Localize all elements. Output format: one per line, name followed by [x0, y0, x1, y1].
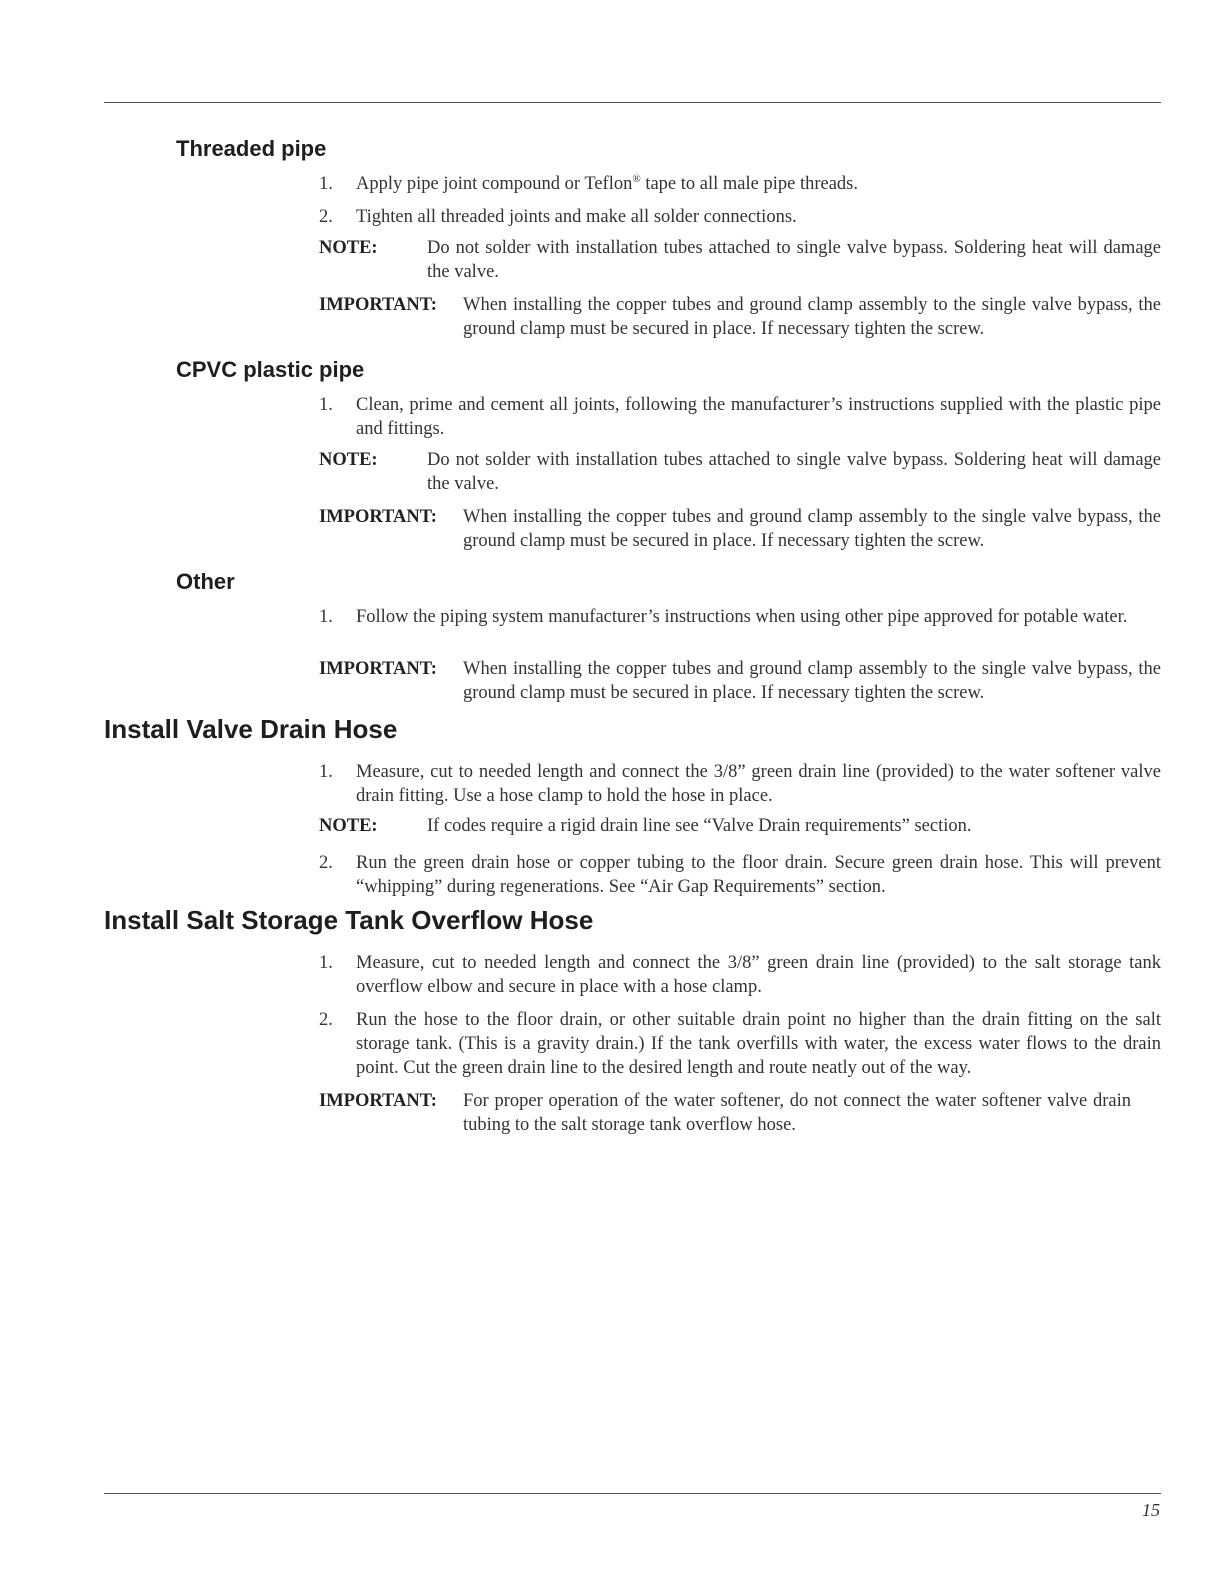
note-text: Do not solder with installation tubes attached to single valve bypass. Soldering heat will damage the valve.	[427, 238, 1161, 282]
list-number: 1.	[319, 395, 333, 415]
list-number: 2.	[319, 853, 333, 873]
important-block	[319, 657, 1161, 705]
note-label: NOTE:	[319, 816, 378, 836]
header-rule	[104, 102, 1161, 103]
important-label: IMPORTANT:	[319, 295, 437, 315]
footer-rule	[104, 1493, 1161, 1494]
note-text: Do not solder with installation tubes attached to single valve bypass. Soldering heat will damage the valve.	[427, 450, 1161, 494]
heading-other: Other	[176, 569, 235, 594]
registered-mark: ®	[632, 172, 641, 185]
list-text: Tighten all threaded joints and make all solder connections.	[356, 207, 797, 227]
list-text: Run the green drain hose or copper tubing to the floor drain. Secure green drain hose. This will prevent “whipping” during regenerations. See “Air Gap Requirements” section.	[356, 853, 1161, 897]
important-text: When installing the copper tubes and ground clamp assembly to the single valve bypass, the ground clamp must be secured in place. If necessary tighten the screw.	[463, 295, 1161, 339]
heading-threaded-pipe: Threaded pipe	[176, 136, 327, 161]
list-number: 2.	[319, 207, 333, 227]
list-item	[319, 1008, 1161, 1080]
note-block	[319, 236, 1161, 284]
important-text: For proper operation of the water softener, do not connect the water softener valve drain tubing to the salt storage tank overflow hose.	[463, 1091, 1131, 1135]
heading-install-overflow-hose: Install Salt Storage Tank Overflow Hose	[104, 905, 594, 935]
list-item	[319, 205, 1161, 229]
list-item	[319, 951, 1161, 999]
list-text: Follow the piping system manufacturer’s instructions when using other pipe approved for potable water.	[356, 607, 1128, 627]
note-label: NOTE:	[319, 238, 378, 258]
important-block	[319, 293, 1161, 341]
list-text: Apply pipe joint compound or Teflon® tape to all male pipe threads.	[356, 172, 858, 194]
list-item	[319, 605, 1161, 629]
note-block	[319, 448, 1161, 496]
list-number: 1.	[319, 953, 333, 973]
important-block	[319, 1089, 1131, 1137]
page-number: 15	[1142, 1500, 1160, 1520]
important-text: When installing the copper tubes and ground clamp assembly to the single valve bypass, the ground clamp must be secured in place. If necessary tighten the screw.	[463, 507, 1161, 551]
heading-install-valve-drain-hose: Install Valve Drain Hose	[104, 714, 398, 744]
important-label: IMPORTANT:	[319, 507, 437, 527]
list-number: 2.	[319, 1010, 333, 1030]
important-text: When installing the copper tubes and ground clamp assembly to the single valve bypass, the ground clamp must be secured in place. If necessary tighten the screw.	[463, 659, 1161, 703]
list-number: 1.	[319, 174, 333, 194]
list-item	[319, 172, 1161, 196]
important-label: IMPORTANT:	[319, 659, 437, 679]
note-label: NOTE:	[319, 450, 378, 470]
list-text: Measure, cut to needed length and connect the 3/8” green drain line (provided) to the salt storage tank overflow elbow and secure in place with a hose clamp.	[356, 953, 1161, 997]
list-item	[319, 760, 1161, 808]
list-item	[319, 393, 1161, 441]
list-text: Measure, cut to needed length and connect the 3/8” green drain line (provided) to the water softener valve drain fitting. Use a hose clamp to hold the hose in place.	[356, 762, 1161, 806]
list-number: 1.	[319, 762, 333, 782]
important-label: IMPORTANT:	[319, 1091, 437, 1111]
important-block	[319, 505, 1161, 553]
list-number: 1.	[319, 607, 333, 627]
list-text: Clean, prime and cement all joints, following the manufacturer’s instructions supplied with the plastic pipe and fittings.	[356, 395, 1161, 439]
note-block	[319, 814, 1161, 838]
list-item	[319, 851, 1161, 899]
list-text: Run the hose to the floor drain, or other suitable drain point no higher than the drain fitting on the salt storage tank. (This is a gravity drain.) If the tank overfills with water, the excess water flows to the drain point. Cut the green drain line to the desired length and route neatly out of the way.	[356, 1010, 1161, 1078]
heading-cpvc-plastic-pipe: CPVC plastic pipe	[176, 357, 365, 382]
note-text: If codes require a rigid drain line see “Valve Drain requirements” section.	[427, 816, 972, 836]
